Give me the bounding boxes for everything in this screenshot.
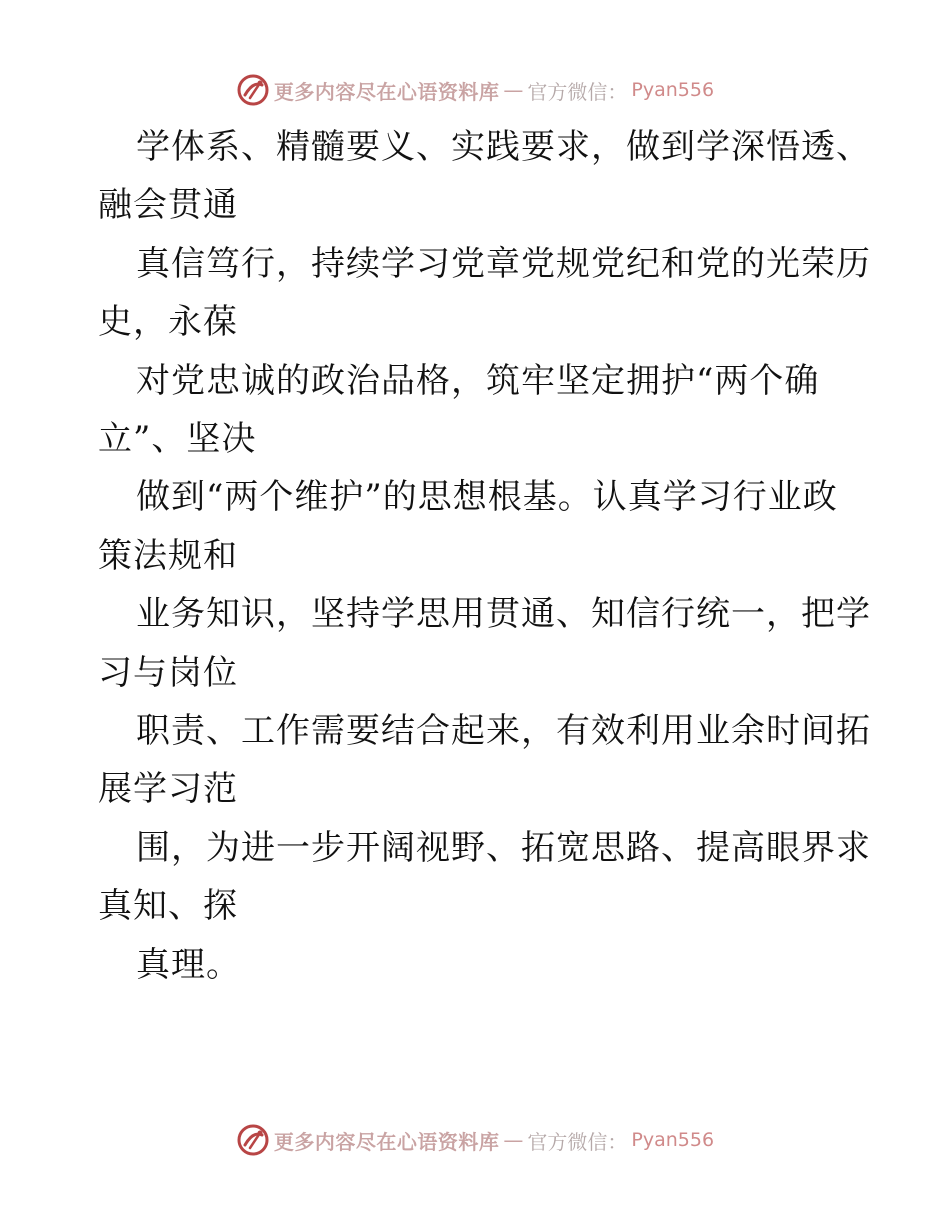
header-banner-text: 更多内容尽在心语资料库 <box>273 79 500 104</box>
body-line: 真信笃行，持续学习党章党规党纪和党的光荣历 <box>136 243 871 284</box>
footer-wechat-label: 官方微信： <box>527 1129 628 1154</box>
header-banner-content <box>236 73 714 107</box>
brand-logo-icon <box>236 1123 270 1157</box>
header-wechat-id: Pyan556 <box>631 79 715 101</box>
footer-banner <box>0 1120 950 1160</box>
body-line: 做到“两个维护”的思想根基。认真学习行业政 <box>136 477 838 518</box>
body-line: 真知、探 <box>98 886 238 927</box>
body-line: 史，永葆 <box>98 302 238 343</box>
brand-logo-icon <box>236 73 270 107</box>
body-line: 职责、工作需要结合起来，有效利用业余时间拓 <box>136 711 871 752</box>
body-line: 业务知识，坚持学思用贯通、知信行统一，把学 <box>136 594 871 635</box>
body-line: 展学习范 <box>98 769 238 810</box>
header-banner-separator: — <box>503 78 524 102</box>
body-line: 真理。 <box>136 944 241 985</box>
body-line: 对党忠诚的政治品格，筑牢坚定拥护“两个确 <box>136 360 820 401</box>
footer-banner-separator: — <box>503 1128 524 1152</box>
footer-banner-content <box>236 1123 714 1157</box>
document-body <box>98 118 871 994</box>
body-line: 策法规和 <box>98 535 238 576</box>
body-line: 融会贯通 <box>98 185 238 226</box>
footer-banner-text: 更多内容尽在心语资料库 <box>273 1129 500 1154</box>
header-wechat-label: 官方微信： <box>527 79 628 104</box>
body-line: 习与岗位 <box>98 652 238 693</box>
footer-wechat-id: Pyan556 <box>631 1129 715 1151</box>
body-line: 立”、坚决 <box>98 419 257 460</box>
header-banner <box>0 70 950 110</box>
body-line: 围，为进一步开阔视野、拓宽思路、提高眼界求 <box>136 827 871 868</box>
body-line: 学体系、精髓要义、实践要求，做到学深悟透、 <box>136 127 871 167</box>
